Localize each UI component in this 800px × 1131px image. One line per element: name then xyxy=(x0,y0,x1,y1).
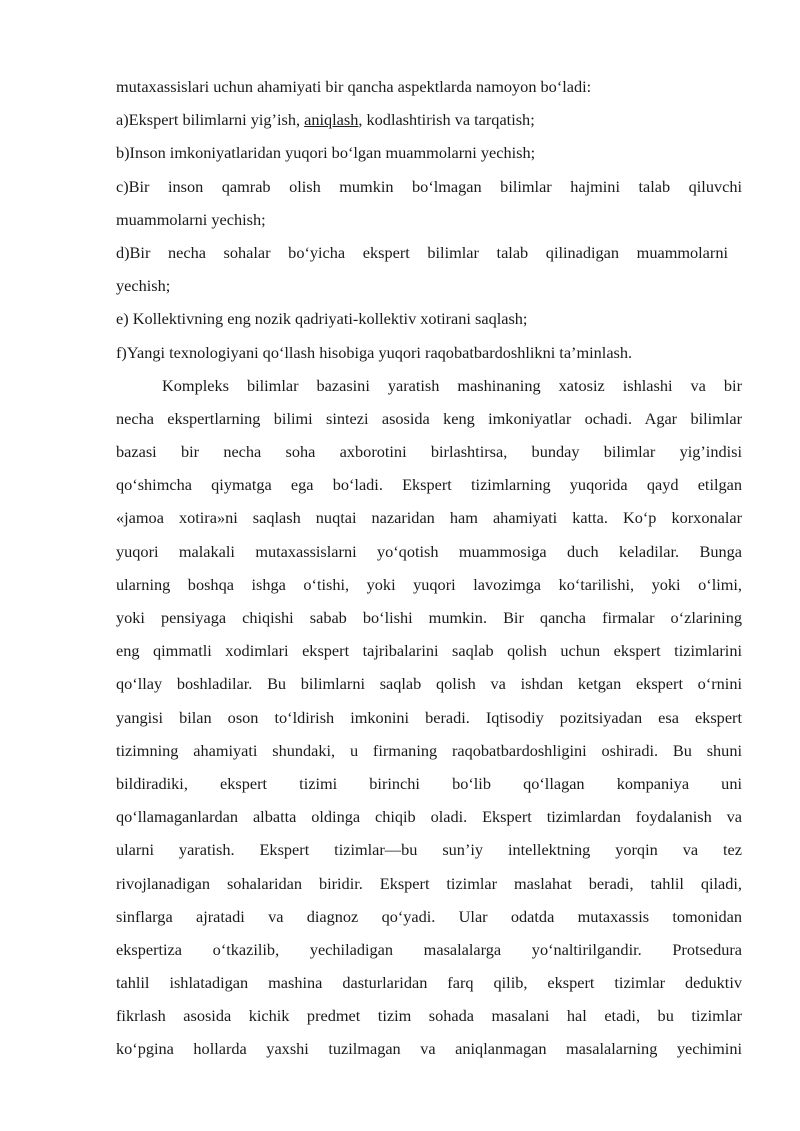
list-item-d: d)Bir necha sohalar boʻyicha ekspert bilimlar talab qilinadigan muammolarni xyxy=(116,242,728,262)
paragraph-line: ekspertiza oʻtkazilib, yechiladigan masalalarga yoʻnaltirilgandir. Protsedura xyxy=(116,939,742,959)
list-item-c-continuation: muammolarni yechish; xyxy=(116,209,266,229)
list-item-a-text-after: , kodlashtirish va tarqatish; xyxy=(358,110,535,130)
paragraph-line: «jamoa xotira»ni saqlash nuqtai nazaridan ham ahamiyati katta. Koʻp korxonalar xyxy=(116,508,742,528)
paragraph-line: ularni yaratish. Ekspert tizimlar—bu sun’iy intellektning yorqin va tez xyxy=(116,840,742,860)
paragraph-line: yuqori malakali mutaxassislarni yoʻqotish muammosiga duch keladilar. Bunga xyxy=(116,541,742,561)
paragraph-line: fikrlash asosida kichik predmet tizim sohada masalani hal etadi, bu tizimlar xyxy=(116,1006,742,1026)
paragraph-line: ularning boshqa ishga oʻtishi, yoki yuqori lavozimga koʻtarilishi, yoki oʻlimi, xyxy=(116,574,742,594)
paragraph-line: koʻpgina hollarda yaxshi tuzilmagan va aniqlanmagan masalalarning yechimini xyxy=(116,1039,742,1059)
document-page xyxy=(116,70,742,1066)
list-item-a-text-before: a)Ekspert bilimlarni yig’ish, xyxy=(116,110,305,130)
paragraph-line: rivojlanadigan sohalaridan biridir. Ekspert tizimlar maslahat beradi, tahlil qiladi, xyxy=(116,873,742,893)
paragraph-line: eng qimmatli xodimlari ekspert tajribalarini saqlab qolish uchun ekspert tizimlarini xyxy=(116,641,742,661)
paragraph-line: bildiradiki, ekspert tizimi birinchi boʻlib qoʻllagan kompaniya uni xyxy=(116,773,742,793)
paragraph-line: tahlil ishlatadigan mashina dasturlaridan farq qilib, ekspert tizimlar deduktiv xyxy=(116,973,742,993)
paragraph-line: sinflarga ajratadi va diagnoz qoʻyadi. Ular odatda mutaxassis tomonidan xyxy=(116,906,742,926)
list-item-a xyxy=(116,103,742,136)
paragraph-line: qoʻllay boshladilar. Bu bilimlarni saqlab qolish va ishdan ketgan ekspert oʻrnini xyxy=(116,674,742,694)
underlined-word: aniqlash xyxy=(304,110,359,130)
text-line: mutaxassislari uchun ahamiyati bir qancha aspektlarda namoyon boʻladi: xyxy=(116,77,592,96)
paragraph-line: qoʻllamaganlardan albatta oldinga chiqib oladi. Ekspert tizimlardan foydalanish va xyxy=(116,807,742,827)
paragraph-line: yoki pensiyaga chiqishi sabab boʻlishi mumkin. Bir qancha firmalar oʻzlarining xyxy=(116,608,742,627)
paragraph-line: necha ekspertlarning bilimi sintezi asosida keng imkoniyatlar ochadi. Agar bilimlar xyxy=(116,408,742,428)
list-item-d-continuation: yechish; xyxy=(116,276,171,296)
paragraph-line: yangisi bilan oson toʻldirish imkonini beradi. Iqtisodiy pozitsiyadan esa ekspert xyxy=(116,707,742,727)
list-item-f: f)Yangi texnologiyani qoʻllash hisobiga yuqori raqobatbardoshlikni ta’minlash. xyxy=(116,342,633,362)
list-item-e: e) Kollektivning eng nozik qadriyati-kollektiv xotirani saqlash; xyxy=(116,309,528,329)
paragraph-first-line: Kompleks bilimlar bazasini yaratish mashinaning xatosiz ishlashi va bir xyxy=(162,375,742,395)
paragraph-line: bazasi bir necha soha axborotini birlashtirsa, bunday bilimlar yig’indisi xyxy=(116,442,742,462)
list-item-b: b)Inson imkoniyatlaridan yuqori boʻlgan muammolarni yechish; xyxy=(116,143,536,163)
list-item-c: c)Bir inson qamrab olish mumkin boʻlmagan bilimlar hajmini talab qiluvchi xyxy=(116,176,742,196)
paragraph-line: qoʻshimcha qiymatga ega boʻladi. Ekspert tizimlarning yuqorida qayd etilgan xyxy=(116,475,742,495)
paragraph-line: tizimning ahamiyati shundaki, u firmaning raqobatbardoshligini oshiradi. Bu shuni xyxy=(116,740,742,760)
